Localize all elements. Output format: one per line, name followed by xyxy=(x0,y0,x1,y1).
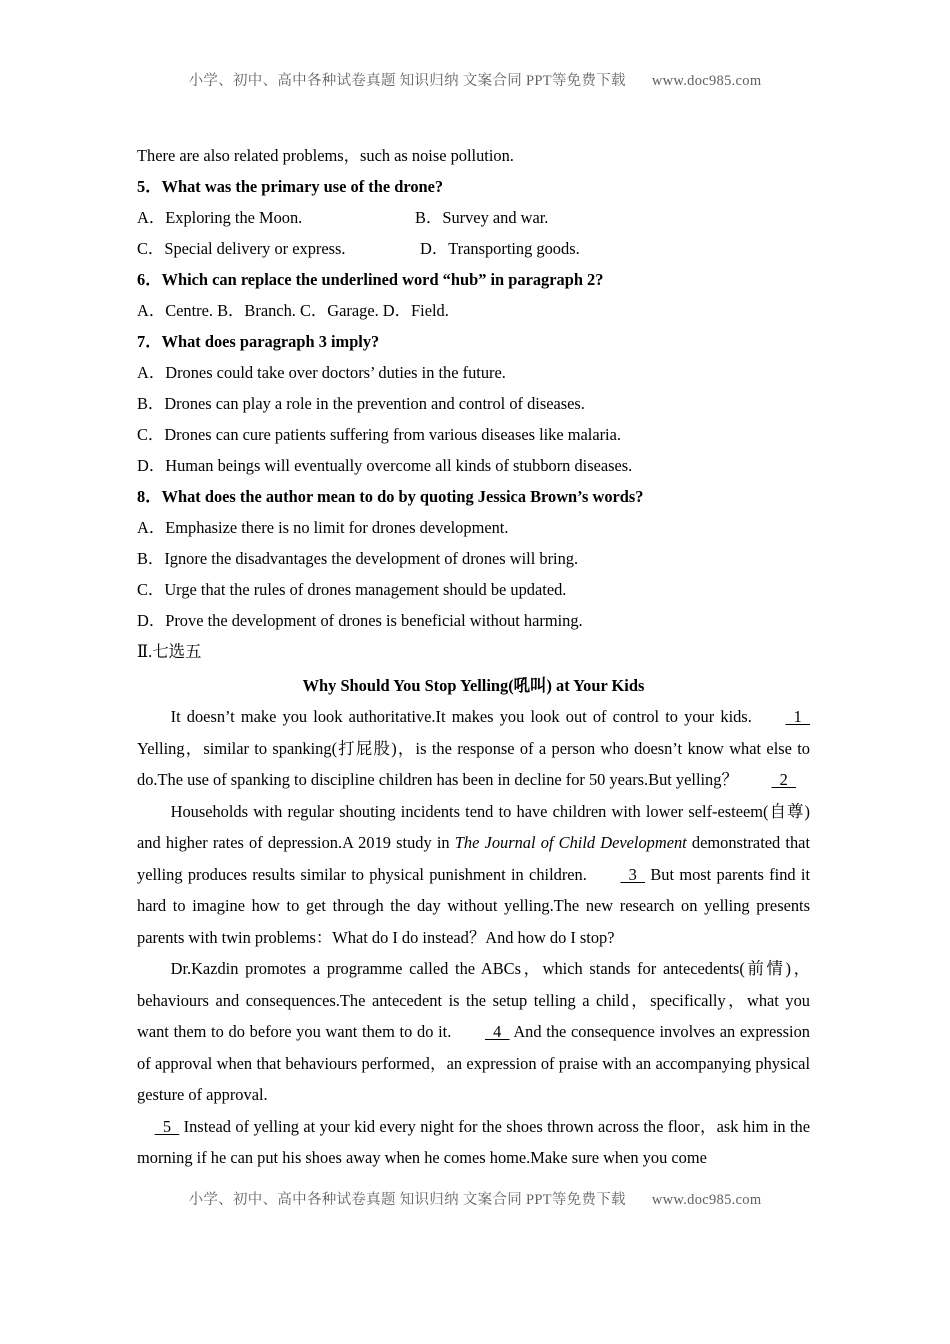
option-text: Drones could take over doctors’ duties in the future. xyxy=(165,363,506,382)
question-7-option-d[interactable] xyxy=(137,450,810,481)
lead-line: There are also related problems，such as noise pollution. xyxy=(137,146,514,165)
header-text: 小学、初中、高中各种试卷真题 知识归纳 文案合同 PPT等免费下载 xyxy=(188,73,626,89)
journal-title: The Journal of Child Development xyxy=(454,833,687,852)
option-text: Transporting goods. xyxy=(448,239,580,258)
page-header xyxy=(0,69,950,90)
answer-blank-3[interactable]: 3 xyxy=(620,864,646,884)
passage-paragraph-2: Households with regular shouting incidents tend to have children with lower self-esteem(自尊) and higher rates of depression.A 2019 study in The Journal of Child Development demonstrated that yelling produces results similar to physical punishment in children. 3 But most parents find it hard to imagine how to get through the day without yelling.The new research on yelling presents parents with twin problems：What do I do instead？And how do I stop? xyxy=(137,801,810,947)
passage-paragraph-3: Dr.Kazdin promotes a programme called the ABCs，which stands for antecedents(前情)，behaviours and consequences.The antecedent is the setup telling a child，specifically，what you want them to do before you want them to do it. 4 And the consequence involves an expression of approval when that behaviours performed，an expression of praise with an accompanying physical gesture of approval. xyxy=(137,959,810,1104)
header-site-url: www.doc985.com xyxy=(651,73,762,89)
option-label: C． xyxy=(137,425,165,444)
option-text: Survey and war. xyxy=(442,208,549,227)
option-label: A． xyxy=(137,208,166,227)
question-5-options-row-1 xyxy=(137,202,810,233)
question-6-options[interactable]: A．Centre. B．Branch. C．Garage. D．Field. xyxy=(137,301,449,320)
question-5-option-c[interactable] xyxy=(137,233,345,264)
option-text: Urge that the rules of drones management should be updated. xyxy=(164,580,567,599)
option-text: Special delivery or express. xyxy=(164,239,346,258)
option-text: Exploring the Moon. xyxy=(165,208,303,227)
question-8-number: 8． xyxy=(137,487,162,506)
question-8-stem xyxy=(137,481,810,512)
question-6-number: 6． xyxy=(137,270,162,289)
document-body xyxy=(137,140,810,1174)
question-7-number: 7． xyxy=(137,332,162,351)
question-7-text: What does paragraph 3 imply? xyxy=(161,332,380,351)
question-5-options-row-2 xyxy=(137,233,810,264)
question-6-stem xyxy=(137,264,810,295)
question-7-option-c[interactable] xyxy=(137,419,810,450)
question-5-option-b[interactable] xyxy=(415,202,548,233)
option-label: D． xyxy=(137,611,166,630)
section-heading-cloze: Ⅱ.七选五 xyxy=(137,642,202,661)
option-text: Drones can cure patients suffering from various diseases like malaria. xyxy=(164,425,621,444)
passage-title: Why Should You Stop Yelling(吼叫) at Your Kids xyxy=(302,676,645,695)
answer-blank-5[interactable]: 5 xyxy=(154,1116,180,1136)
option-label: A． xyxy=(137,363,166,382)
question-8-option-c[interactable] xyxy=(137,574,810,605)
option-text: Ignore the disadvantages the development of drones will bring. xyxy=(164,549,579,568)
question-7-stem xyxy=(137,326,810,357)
page-footer xyxy=(0,1188,950,1209)
question-7-option-b[interactable] xyxy=(137,388,810,419)
option-label: C． xyxy=(137,239,165,258)
question-8-option-b[interactable] xyxy=(137,543,810,574)
passage-paragraph-4: 5 Instead of yelling at your kid every night for the shoes thrown across the floor，ask him in the morning if he can put his shoes away when he comes home.Make sure when you come xyxy=(137,1111,810,1174)
option-text: Human beings will eventually overcome all kinds of stubborn diseases. xyxy=(165,456,633,475)
question-5-option-d[interactable] xyxy=(420,233,580,264)
question-5-stem xyxy=(137,171,810,202)
option-label: D． xyxy=(420,239,449,258)
question-5-text: What was the primary use of the drone? xyxy=(161,177,444,196)
question-5-option-a[interactable] xyxy=(137,202,302,233)
option-label: B． xyxy=(137,549,165,568)
footer-site-url: www.doc985.com xyxy=(651,1192,762,1208)
question-7-option-a[interactable] xyxy=(137,357,810,388)
option-label: D． xyxy=(137,456,166,475)
question-8-text: What does the author mean to do by quoting Jessica Brown’s words? xyxy=(161,487,644,506)
option-label: B． xyxy=(415,208,443,227)
option-label: B． xyxy=(137,394,165,413)
footer-text: 小学、初中、高中各种试卷真题 知识归纳 文案合同 PPT等免费下载 xyxy=(188,1192,626,1208)
question-8-option-a[interactable] xyxy=(137,512,810,543)
option-label: C． xyxy=(137,580,165,599)
answer-blank-2[interactable]: 2 xyxy=(771,770,797,789)
option-label: A． xyxy=(137,518,166,537)
answer-blank-1[interactable]: 1 xyxy=(785,707,810,726)
question-8-option-d[interactable] xyxy=(137,605,810,636)
answer-blank-4[interactable]: 4 xyxy=(484,1022,510,1041)
question-5-number: 5． xyxy=(137,177,162,196)
option-text: Emphasize there is no limit for drones development. xyxy=(165,518,509,537)
option-text: Drones can play a role in the prevention and control of diseases. xyxy=(164,394,585,413)
question-6-text: Which can replace the underlined word “hub” in paragraph 2? xyxy=(161,270,604,289)
passage-paragraph-1: It doesn’t make you look authoritative.It makes you look out of control to your kids. 1 Yelling，similar to spanking(打屁股)，is the response of a person who doesn’t know what else to do.The use of spanking to discipline children has been in decline for 50 years.But yelling？ 2 xyxy=(137,701,810,796)
option-text: Prove the development of drones is beneficial without harming. xyxy=(165,611,583,630)
